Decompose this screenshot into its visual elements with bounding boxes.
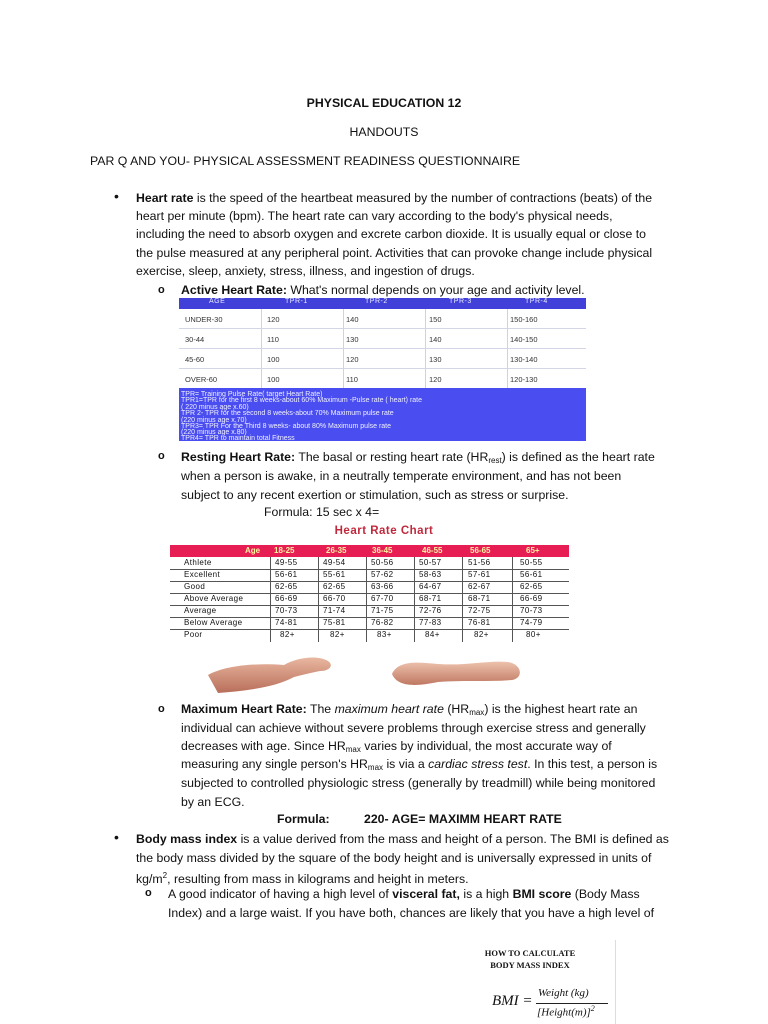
tpr-cell: 140-150 — [510, 335, 538, 344]
sub-bullet-visceral: o — [145, 887, 152, 899]
hr-cell: 50-57 — [419, 558, 442, 567]
tpr-note: (220 minus age x.80) — [181, 429, 247, 436]
bmi-text-3a: kg/m — [136, 872, 163, 887]
heart-rate-line-5: exercise, sleep, anxiety, stress, illness, and ingestion of drugs. — [136, 264, 475, 278]
tpr-cell: 150-160 — [510, 315, 538, 324]
maximum-formula-value: 220- AGE= MAXIMM HEART RATE — [364, 812, 562, 826]
tpr-cell: 150 — [429, 315, 442, 324]
hr-header: 26-35 — [326, 546, 347, 555]
maximum-subscript-4: max — [367, 763, 384, 772]
hr-cell: 62-65 — [520, 582, 543, 591]
active-heart-rate-line — [181, 281, 585, 299]
tpr-cell: 140 — [429, 335, 442, 344]
tpr-row — [179, 369, 586, 388]
tpr-cell: 140 — [346, 315, 359, 324]
tpr-cell: 120 — [346, 355, 359, 364]
hr-cell: Above Average — [184, 594, 244, 603]
maximum-subscript-1: max — [469, 708, 485, 717]
hr-cell: 50-56 — [371, 558, 394, 567]
hr-cell: 76-82 — [371, 618, 394, 627]
hr-cell: 49-54 — [323, 558, 346, 567]
hr-header: 36-45 — [372, 546, 393, 555]
hr-cell: 72-76 — [419, 606, 442, 615]
tpr-cell: 110 — [267, 335, 279, 344]
section-heading: PAR Q AND YOU- PHYSICAL ASSESSMENT READINESS QUESTIONNAIRE — [90, 154, 521, 168]
hr-cell: 76-81 — [468, 618, 491, 627]
tpr-note: TPR1=TPR for the first 8 weeks-about 60% Maximum -Pulse rate ( heart) rate — [181, 397, 423, 404]
bmi-formula-denominator — [537, 1004, 595, 1019]
tpr-table-header — [179, 298, 586, 309]
hr-header: 18-25 — [274, 546, 295, 555]
visceral-text-c: is a high — [459, 887, 513, 901]
hr-cell: 74-79 — [520, 618, 543, 627]
bmi-term: Body mass index — [136, 832, 238, 846]
heart-rate-chart-title: Heart Rate Chart — [334, 525, 434, 537]
tpr-cell: 110 — [346, 375, 358, 384]
maximum-line-6: by an ECG. — [181, 795, 245, 809]
resting-formula — [264, 503, 379, 521]
hr-header: 46-55 — [422, 546, 443, 555]
hr-cell: 58-63 — [419, 570, 442, 579]
hr-cell: 62-67 — [468, 582, 491, 591]
maximum-text-4a: measuring any single person's HR — [181, 757, 368, 771]
tpr-note: TPR 2- TPR for the second 8 weeks-about 70% Maximum pulse rate — [181, 410, 394, 417]
hr-cell: 83+ — [377, 630, 392, 639]
visceral-bold-d: BMI score — [512, 887, 572, 901]
hr-cell: 68-71 — [468, 594, 491, 603]
hr-cell: 67-70 — [371, 594, 394, 603]
training-pulse-rate-table — [179, 298, 586, 441]
tpr-note: (220 minus age x.70) — [181, 417, 247, 424]
maximum-text-1b: (HR — [443, 702, 470, 716]
tpr-cell: UNDER-30 — [185, 315, 223, 324]
heart-rate-term: Heart rate — [136, 191, 194, 205]
hr-cell: 66-69 — [275, 594, 298, 603]
tpr-header-3: TPR-3 — [449, 298, 472, 305]
maximum-italic-4: cardiac stress test — [428, 757, 528, 771]
tpr-cell: 45-60 — [185, 355, 205, 364]
bmi-formula-lhs: BMI = — [492, 993, 533, 1009]
bmi-formula-numerator: Weight (kg) — [538, 987, 589, 999]
hr-cell: 57-62 — [371, 570, 394, 579]
maximum-formula-label: Formula: — [277, 812, 330, 826]
visceral-text-e: (Body Mass — [571, 887, 640, 901]
hr-cell: 82+ — [280, 630, 295, 639]
bmi-formula-denominator-text: [Height(m)] — [537, 1006, 591, 1019]
visceral-line-2: Index) and a large waist. If you have both, chances are likely that you have a high level of — [168, 906, 655, 920]
bmi-text-1: is a value derived from the mass and height of a person. The BMI is defined as — [237, 832, 669, 846]
resting-line-3: subject to any recent exertion or stimulation, such as stress or surprise. — [181, 488, 569, 502]
resting-formula-label: Formula — [264, 505, 310, 519]
hr-cell: 77-83 — [419, 618, 442, 627]
wrist-pulse-illustration — [206, 647, 336, 697]
heart-rate-chart-table — [170, 545, 569, 642]
hr-cell: 63-66 — [371, 582, 394, 591]
bmi-formula-figure — [470, 940, 616, 1024]
tpr-header-1: TPR-1 — [285, 298, 308, 305]
tpr-cell: 130-140 — [510, 355, 538, 364]
hr-cell: 62-65 — [323, 582, 346, 591]
tpr-table-body — [179, 309, 586, 388]
hr-chart-header — [170, 545, 569, 557]
active-heart-rate-term: Active Heart Rate: — [181, 283, 287, 297]
bullet-heart-rate: • — [114, 188, 119, 204]
hr-cell: 51-56 — [468, 558, 491, 567]
hr-cell: 72-75 — [468, 606, 491, 615]
tpr-note: TPR= Training Pulse Rate( target Heart Rate) — [181, 391, 323, 398]
visceral-bold-b: visceral fat, — [392, 887, 460, 901]
tpr-row — [179, 349, 586, 369]
sub-bullet-active: o — [158, 284, 165, 296]
hr-cell: 56-61 — [520, 570, 543, 579]
visceral-text-a: A good indicator of having a high level of — [168, 887, 393, 901]
active-heart-rate-text: What's normal depends on your age and activity level. — [286, 283, 585, 297]
hr-cell: 56-61 — [275, 570, 298, 579]
maximum-text-3a: decreases with age. Since HR — [181, 739, 346, 753]
tpr-header-4: TPR-4 — [525, 298, 548, 305]
maximum-subscript-3: max — [345, 745, 361, 754]
heart-rate-line-4: the pulse measured at any peripheral point. Activities that can provoke change include physical — [136, 246, 653, 260]
resting-text-1a: The basal or resting heart rate (HR — [295, 450, 489, 464]
maximum-text-1c: ) is the highest heart rate an — [484, 702, 638, 716]
maximum-italic-1: maximum heart rate — [334, 702, 444, 716]
hr-cell: 55-61 — [323, 570, 346, 579]
tpr-cell: 100 — [267, 375, 280, 384]
tpr-cell: 130 — [346, 335, 359, 344]
bmi-formula-exponent: 2 — [590, 1004, 595, 1013]
hr-cell: 50-55 — [520, 558, 543, 567]
heart-rate-line-3: including the need to absorb oxygen and excrete carbon dioxide. It is usually equal or close to — [136, 227, 646, 241]
sub-bullet-resting: o — [158, 450, 165, 462]
hr-cell: Athlete — [184, 558, 212, 567]
tpr-header-2: TPR-2 — [365, 298, 388, 305]
maximum-line-2: individual can achieve without severe problems through exercise stress and generally — [181, 721, 646, 735]
tpr-row — [179, 309, 586, 329]
hr-cell: Excellent — [184, 570, 221, 579]
tpr-cell: 130 — [429, 355, 442, 364]
hr-cell: 64-67 — [419, 582, 442, 591]
hr-header: 65+ — [526, 546, 540, 555]
heart-rate-text-1: is the speed of the heartbeat measured by the number of contractions (beats) of the — [193, 191, 653, 205]
hr-cell: 71-74 — [323, 606, 346, 615]
hr-cell: 71-75 — [371, 606, 394, 615]
bmi-formula-title-2: BODY MASS INDEX — [490, 960, 570, 970]
hr-cell: 84+ — [425, 630, 440, 639]
resting-term: Resting Heart Rate: — [181, 450, 296, 464]
hr-cell: 62-65 — [275, 582, 298, 591]
hr-cell: 82+ — [474, 630, 489, 639]
hr-cell: 68-71 — [419, 594, 442, 603]
resting-formula-value: : 15 sec x 4= — [309, 505, 380, 519]
hr-cell: Below Average — [184, 618, 243, 627]
maximum-text-4c: . In this test, a person is — [527, 757, 658, 771]
bmi-formula-title-1: HOW TO CALCULATE — [484, 948, 576, 958]
tpr-cell: 120-130 — [510, 375, 538, 384]
tpr-cell: 120 — [267, 315, 280, 324]
document-title: PHYSICAL EDUCATION 12 — [306, 96, 462, 110]
bullet-bmi: • — [114, 829, 119, 845]
tpr-cell: 120 — [429, 375, 442, 384]
heart-rate-line-1 — [136, 189, 652, 207]
hr-cell: Average — [184, 606, 217, 615]
maximum-text-3b: varies by individual, the most accurate way of — [360, 739, 612, 753]
hr-cell: 82+ — [330, 630, 345, 639]
heart-rate-line-2: heart per minute (bpm). The heart rate can vary according to the body's physical needs, — [136, 209, 613, 223]
bmi-line-1 — [136, 830, 669, 848]
bmi-text-3b: , resulting from mass in kilograms and height in meters. — [167, 872, 469, 887]
hr-cell: 49-55 — [275, 558, 298, 567]
maximum-term: Maximum Heart Rate: — [181, 702, 307, 716]
hr-cell: 75-81 — [323, 618, 346, 627]
tpr-note: TPR4= TPR to maintain total Fitness — [181, 435, 295, 442]
hr-header: 56-65 — [470, 546, 491, 555]
hr-cell: Good — [184, 582, 206, 591]
tpr-row — [179, 329, 586, 349]
maximum-text-4b: is via a — [383, 757, 429, 771]
tpr-note: ( 220 minus age x.60) — [181, 404, 249, 411]
maximum-line-5: subjected to controlled physiologic stress (generally by treadmill) while being monitored — [181, 776, 656, 790]
tpr-header-age: AGE — [209, 298, 226, 305]
resting-line-2: when a person is awake, in a neutrally temperate environment, and has not been — [181, 469, 622, 483]
bmi-superscript: 2 — [162, 871, 168, 880]
hr-cell: 70-73 — [520, 606, 543, 615]
visceral-line-1 — [168, 885, 640, 903]
tpr-cell: 100 — [267, 355, 280, 364]
tpr-cell: 30-44 — [185, 335, 205, 344]
hr-cell: 70-73 — [275, 606, 298, 615]
tpr-note: TPR3= TPR For the Third 8 weeks- about 80% Maximum pulse rate — [181, 423, 392, 430]
hr-row — [170, 629, 569, 641]
resting-text-1b: ) is defined as the heart rate — [501, 450, 655, 464]
document-subtitle: HANDOUTS — [349, 125, 419, 139]
sub-bullet-maximum: o — [158, 703, 165, 715]
hr-header-age: Age — [245, 546, 261, 555]
hr-cell: 80+ — [526, 630, 541, 639]
hr-cell: Poor — [184, 630, 203, 639]
neck-pulse-arm-illustration — [388, 654, 528, 694]
maximum-text-1a: The — [306, 702, 335, 716]
hr-cell: 57-61 — [468, 570, 491, 579]
resting-subscript: rest — [488, 456, 502, 465]
tpr-cell: OVER-60 — [185, 375, 218, 384]
hr-cell: 66-69 — [520, 594, 543, 603]
bmi-line-2: the body mass divided by the square of the body height and is universally expressed in units of — [136, 851, 652, 865]
hr-cell: 74-81 — [275, 618, 298, 627]
hr-cell: 66-70 — [323, 594, 346, 603]
